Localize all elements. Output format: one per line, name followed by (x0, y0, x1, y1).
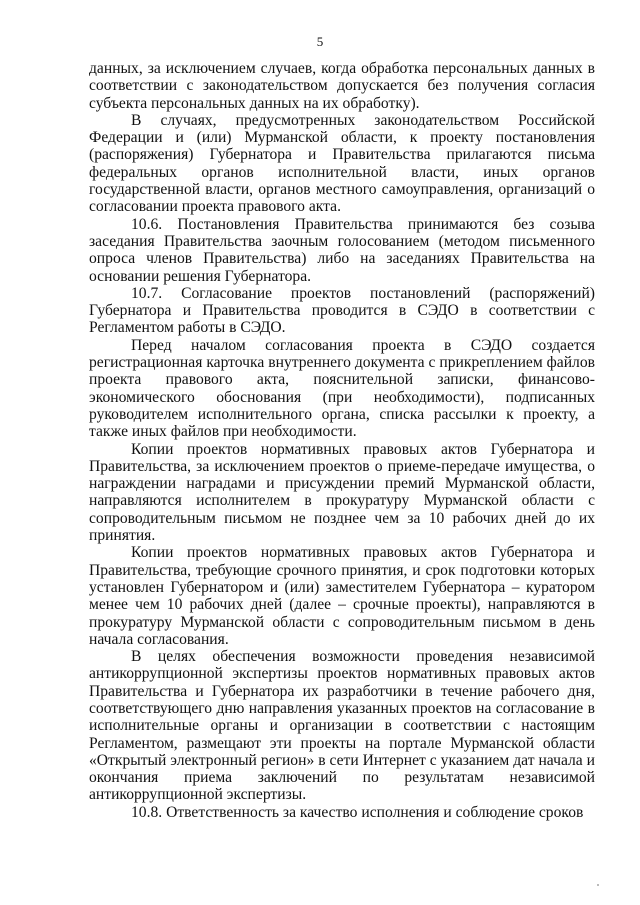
document-body (89, 60, 595, 821)
scan-speck (597, 884, 599, 886)
paragraph: В целях обеспечения возможности проведения независимой антикоррупционной экспертизы проектов нормативных правовых актов Правительства и Губернатора их разработчики в течение рабочего дня, соответствующего дню направления указанных проектов на согласование в исполнительные органы и организации в соответствии с настоящим Регламентом, размещают эти проекты на портале Мурманской области «Открытый электронный регион» в сети Интернет с указанием дат начала и окончания приема заключений по результатам независимой антикоррупционной экспертизы. (89, 648, 595, 804)
page-number: 5 (316, 34, 324, 49)
paragraph: В случаях, предусмотренных законодательством Российской Федерации и (или) Мурманской области, к проекту постановления (распоряжения) Губернатора и Правительства прилагаются письма федеральных органов исполнительной власти, иных органов государственной власти, органов местного самоуправления, организаций о согласовании проекта правового акта. (89, 111, 595, 216)
paragraph: Копии проектов нормативных правовых актов Губернатора и Правительства, за исключением проектов о приеме-передаче имущества, о награждении наградами и присуждении премий Мурманской области, направляются исполнителем в прокуратуру Мурманской области с сопроводительным письмом не позднее чем за 10 рабочих дней до их принятия. (89, 440, 595, 545)
paragraph: Перед началом согласования проекта в СЭДО создается регистрационная карточка внутреннего документа с прикреплением файлов проекта правового акта, пояснительной записки, финансово-экономического обоснования (при необходимости), подписанных руководителем исполнительного органа, списка рассылки к проекту, а также иных файлов при необходимости. (89, 336, 595, 441)
paragraph: Копии проектов нормативных правовых актов Губернатора и Правительства, требующие срочного принятия, и срок подготовки которых установлен Губернатором и (или) заместителем Губернатора – куратором менее чем 10 рабочих дней (далее – срочные проекты), направляются в прокуратуру Мурманской области с сопроводительным письмом в день начала согласования. (89, 544, 595, 648)
paragraph: 10.8. Ответственность за качество исполнения и соблюдение сроков (131, 803, 584, 821)
paragraph: данных, за исключением случаев, когда обработка персональных данных в соответствии с законодательством допускается без получения согласия субъекта персональных данных на их обработку). (89, 60, 595, 112)
paragraph: 10.6. Постановления Правительства принимаются без созыва заседания Правительства заочным голосованием (методом письменного опроса членов Правительства) либо на заседаниях Правительства на основании решения Губернатора. (89, 215, 595, 285)
paragraph: 10.7. Согласование проектов постановлений (распоряжений) Губернатора и Правительства проводится в СЭДО в соответствии с Регламентом работы в СЭДО. (89, 284, 595, 337)
